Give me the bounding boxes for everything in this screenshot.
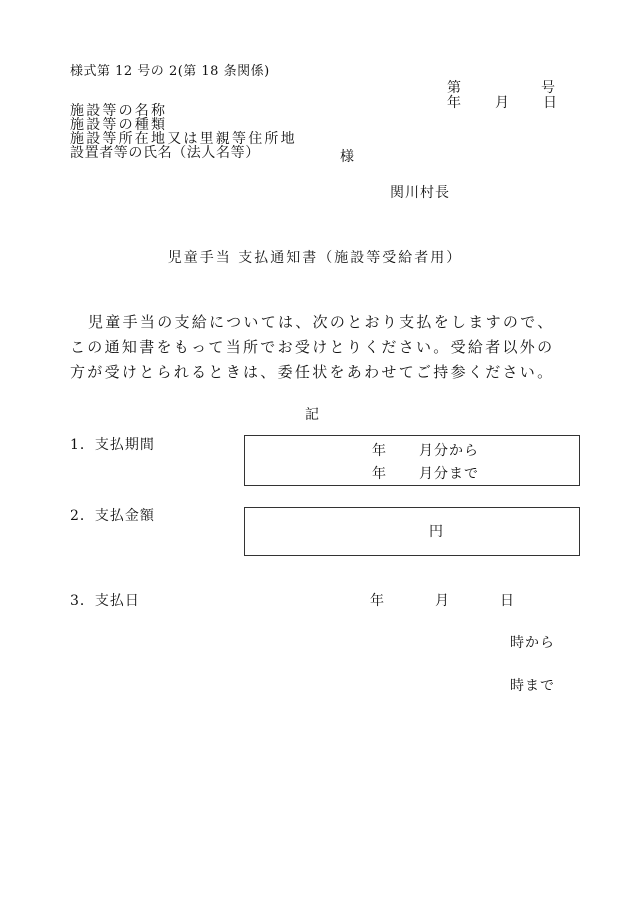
payment-time-from: 時から bbox=[510, 635, 555, 651]
payment-date-year: 年 bbox=[370, 593, 385, 609]
amount-label: 2．支払金額 bbox=[70, 508, 155, 524]
issue-date-month: 月 bbox=[495, 95, 509, 111]
period-from bbox=[372, 440, 479, 460]
amount-box bbox=[244, 507, 580, 556]
period-from-rest: 月分から bbox=[419, 443, 479, 459]
operator-name-label: 設置者等の氏名（法人名等） bbox=[70, 145, 260, 161]
payment-date-month: 月 bbox=[435, 593, 450, 609]
addressee-block bbox=[70, 104, 297, 160]
document-title: 児童手当 支払通知書（施設等受給者用） bbox=[167, 250, 463, 266]
form-number: 様式第 12 号の 2(第 18 条関係) bbox=[70, 64, 270, 79]
period-label: 1．支払期間 bbox=[70, 437, 155, 453]
issuer: 関川村長 bbox=[390, 185, 450, 201]
period-to-year: 年 bbox=[372, 466, 387, 482]
facility-name-label: 施設等の名称 bbox=[70, 103, 168, 119]
period-to-rest: 月分まで bbox=[419, 466, 479, 482]
number-label-prefix: 第 bbox=[447, 80, 461, 96]
facility-type-label: 施設等の種類 bbox=[70, 117, 168, 133]
facility-address-label: 施設等所在地又は里親等住所地 bbox=[70, 131, 297, 147]
issue-date-line bbox=[447, 92, 557, 112]
payment-date-day: 日 bbox=[500, 593, 515, 609]
period-to bbox=[372, 463, 479, 483]
honorific: 様 bbox=[340, 149, 354, 165]
issue-date-day: 日 bbox=[543, 95, 557, 111]
payment-date-label: 3．支払日 bbox=[70, 593, 140, 609]
payment-date bbox=[370, 590, 515, 610]
ki-marker: 記 bbox=[305, 407, 319, 423]
period-from-year: 年 bbox=[372, 443, 387, 459]
number-label-suffix: 号 bbox=[541, 80, 555, 96]
body-paragraph bbox=[70, 310, 570, 385]
issue-date-year: 年 bbox=[447, 95, 461, 111]
body-text: 児童手当の支給については、次のとおり支払をしますので、この通知書をもって当所でお受けとりください。受給者以外の方が受けとられるときは、委任状をあわせてご持参ください。 bbox=[70, 313, 555, 381]
payment-time-to: 時まで bbox=[510, 678, 555, 694]
amount-unit: 円 bbox=[429, 524, 444, 540]
